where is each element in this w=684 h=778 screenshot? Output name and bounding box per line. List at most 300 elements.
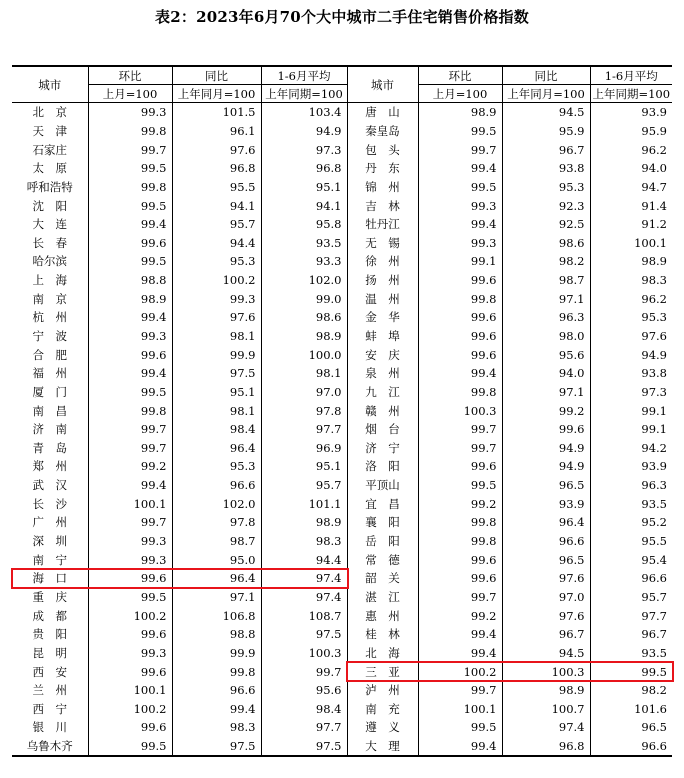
- right-yoy-value: 96.3: [502, 308, 590, 327]
- left-avg-value: 97.3: [261, 140, 347, 159]
- left-city-name: 重 庆: [32, 589, 67, 604]
- table-row: [12, 345, 672, 364]
- right-avg-value: 99.1: [590, 420, 672, 439]
- left-yoy-value: 94.4: [172, 233, 261, 252]
- left-city-name: 长 春: [32, 235, 67, 250]
- left-city-name: 昆 明: [32, 645, 67, 660]
- left-city-name: 海 口: [32, 571, 67, 586]
- left-city-name: 贵 阳: [32, 627, 67, 642]
- right-city-name: 湛 江: [347, 588, 418, 607]
- right-yoy-value: 100.3: [502, 662, 590, 681]
- right-yoy-value: 96.6: [502, 532, 590, 551]
- right-mom-value: 99.4: [418, 644, 502, 663]
- left-mom-value: 99.3: [88, 644, 172, 663]
- subheader-avg-left: 上年同期=100: [261, 85, 347, 103]
- subheader-avg-right: 上年同期=100: [590, 85, 672, 103]
- left-mom-value: 99.5: [88, 588, 172, 607]
- left-city-name: 北 京: [32, 105, 67, 120]
- table-row: [12, 625, 672, 644]
- left-yoy-value: 97.5: [172, 364, 261, 383]
- right-city-name: 宜 昌: [347, 494, 418, 513]
- right-yoy-value: 96.7: [502, 625, 590, 644]
- right-yoy-value: 94.0: [502, 364, 590, 383]
- left-mom-value: 99.3: [88, 550, 172, 569]
- left-mom-value: 99.7: [88, 513, 172, 532]
- table-row: [12, 383, 672, 402]
- right-city-name: 岳 阳: [347, 532, 418, 551]
- right-city-name: 桂 林: [347, 625, 418, 644]
- right-city-name: 遵 义: [347, 718, 418, 737]
- right-avg-value: 93.9: [590, 457, 672, 476]
- right-mom-value: 99.5: [418, 718, 502, 737]
- right-mom-value: 100.1: [418, 700, 502, 719]
- right-yoy-value: 97.6: [502, 569, 590, 588]
- right-city-name: 常 德: [347, 550, 418, 569]
- left-city-name: 厦 门: [32, 384, 67, 399]
- right-mom-value: 100.3: [418, 401, 502, 420]
- right-avg-value: 95.3: [590, 308, 672, 327]
- left-mom-value: 99.5: [88, 159, 172, 178]
- table-row: [12, 439, 672, 458]
- left-mom-value: 99.7: [88, 140, 172, 159]
- table-row: [12, 178, 672, 197]
- right-city-name: 包 头: [347, 140, 418, 159]
- right-mom-value: 99.8: [418, 513, 502, 532]
- right-city-name: 唐 山: [347, 103, 418, 122]
- right-city-name: 秦皇岛: [347, 122, 418, 141]
- left-avg-value: 95.8: [261, 215, 347, 234]
- right-avg-value: 97.3: [590, 383, 672, 402]
- subheader-mom-left: 上月=100: [88, 85, 172, 103]
- header-yoy-right: 同比: [502, 66, 590, 85]
- right-mom-value: 99.2: [418, 606, 502, 625]
- left-mom-value: 100.1: [88, 681, 172, 700]
- left-city-name: 济 南: [32, 422, 67, 437]
- left-city-name: 呼和浩特: [26, 179, 73, 194]
- left-city-name: 杭 州: [32, 310, 67, 325]
- table-row: [12, 718, 672, 737]
- right-yoy-value: 97.1: [502, 383, 590, 402]
- right-city-name: 无 锡: [347, 233, 418, 252]
- left-mom-value: 99.4: [88, 215, 172, 234]
- right-yoy-value: 94.5: [502, 644, 590, 663]
- right-city-name: 洛 阳: [347, 457, 418, 476]
- price-index-table: [12, 65, 672, 757]
- left-avg-value: 97.5: [261, 737, 347, 757]
- right-mom-value: 99.6: [418, 271, 502, 290]
- left-city-name: 郑 州: [32, 459, 67, 474]
- right-yoy-value: 96.7: [502, 140, 590, 159]
- right-mom-value: 99.6: [418, 550, 502, 569]
- right-city-name: 赣 州: [347, 401, 418, 420]
- right-avg-value: 93.9: [590, 103, 672, 122]
- left-avg-value: 98.9: [261, 513, 347, 532]
- right-mom-value: 99.3: [418, 196, 502, 215]
- left-yoy-value: 95.1: [172, 383, 261, 402]
- left-city-name: 广 州: [32, 515, 67, 530]
- right-city-name: 韶 关: [347, 569, 418, 588]
- right-city-name: 蚌 埠: [347, 327, 418, 346]
- right-avg-value: 95.5: [590, 532, 672, 551]
- right-avg-value: 96.2: [590, 289, 672, 308]
- left-mom-value: 99.3: [88, 327, 172, 346]
- right-yoy-value: 97.1: [502, 289, 590, 308]
- right-yoy-value: 94.5: [502, 103, 590, 122]
- right-yoy-value: 96.8: [502, 737, 590, 757]
- left-yoy-value: 95.0: [172, 550, 261, 569]
- right-mom-value: 99.2: [418, 494, 502, 513]
- right-mom-value: 99.4: [418, 215, 502, 234]
- right-avg-value: 95.2: [590, 513, 672, 532]
- left-city-name: 天 津: [32, 123, 67, 138]
- left-avg-value: 97.4: [261, 588, 347, 607]
- right-avg-value: 95.4: [590, 550, 672, 569]
- right-avg-value: 93.5: [590, 494, 672, 513]
- left-avg-value: 99.7: [261, 662, 347, 681]
- left-yoy-value: 94.1: [172, 196, 261, 215]
- right-mom-value: 99.7: [418, 140, 502, 159]
- left-mom-value: 99.8: [88, 401, 172, 420]
- right-city-name: 温 州: [347, 289, 418, 308]
- right-yoy-value: 95.6: [502, 345, 590, 364]
- right-yoy-value: 97.6: [502, 606, 590, 625]
- left-yoy-value: 95.5: [172, 178, 261, 197]
- right-city-name: 北 海: [347, 644, 418, 663]
- left-city-name: 武 汉: [32, 478, 67, 493]
- table-row: [12, 700, 672, 719]
- left-yoy-value: 96.8: [172, 159, 261, 178]
- left-yoy-value: 95.3: [172, 252, 261, 271]
- table-row: [12, 215, 672, 234]
- left-avg-value: 93.3: [261, 252, 347, 271]
- right-yoy-value: 97.0: [502, 588, 590, 607]
- right-city-name: 金 华: [347, 308, 418, 327]
- table-row: [12, 513, 672, 532]
- left-city-name: 南 宁: [32, 552, 67, 567]
- right-avg-value: 98.2: [590, 681, 672, 700]
- left-avg-value: 98.3: [261, 532, 347, 551]
- left-mom-value: 99.5: [88, 383, 172, 402]
- right-mom-value: 99.7: [418, 588, 502, 607]
- left-yoy-value: 101.5: [172, 103, 261, 122]
- right-city-name: 泉 州: [347, 364, 418, 383]
- left-mom-value: 99.7: [88, 420, 172, 439]
- right-yoy-value: 94.9: [502, 457, 590, 476]
- left-avg-value: 94.4: [261, 550, 347, 569]
- left-yoy-value: 95.3: [172, 457, 261, 476]
- right-yoy-value: 95.9: [502, 122, 590, 141]
- right-mom-value: 99.4: [418, 625, 502, 644]
- right-city-name: 安 庆: [347, 345, 418, 364]
- left-avg-value: 108.7: [261, 606, 347, 625]
- left-mom-value: 99.8: [88, 178, 172, 197]
- left-city-name: 长 沙: [32, 496, 67, 511]
- right-avg-value: 99.1: [590, 401, 672, 420]
- left-mom-value: 99.6: [88, 569, 172, 588]
- right-yoy-value: 100.7: [502, 700, 590, 719]
- right-yoy-value: 92.5: [502, 215, 590, 234]
- right-mom-value: 99.7: [418, 681, 502, 700]
- left-avg-value: 95.7: [261, 476, 347, 495]
- header-avg-right: 1-6月平均: [590, 66, 672, 85]
- left-mom-value: 99.6: [88, 625, 172, 644]
- right-yoy-value: 94.9: [502, 439, 590, 458]
- left-mom-value: 99.4: [88, 476, 172, 495]
- left-yoy-value: 98.3: [172, 718, 261, 737]
- left-mom-value: 100.1: [88, 494, 172, 513]
- table-row: [12, 420, 672, 439]
- table-row: [12, 159, 672, 178]
- table-row: [12, 401, 672, 420]
- header-city-right: 城市: [347, 66, 418, 103]
- table-row: [12, 327, 672, 346]
- right-avg-value: 95.9: [590, 122, 672, 141]
- left-mom-value: 99.3: [88, 532, 172, 551]
- left-mom-value: 99.6: [88, 233, 172, 252]
- left-avg-value: 97.8: [261, 401, 347, 420]
- header-city-left: 城市: [12, 66, 88, 103]
- left-mom-value: 99.5: [88, 252, 172, 271]
- right-city-name: 平顶山: [347, 476, 418, 495]
- left-mom-value: 99.2: [88, 457, 172, 476]
- right-avg-value: 97.7: [590, 606, 672, 625]
- right-city-name: 徐 州: [347, 252, 418, 271]
- left-yoy-value: 96.4: [172, 439, 261, 458]
- right-mom-value: 99.6: [418, 345, 502, 364]
- left-city-name: 银 川: [32, 720, 67, 735]
- right-city-name: 牡丹江: [347, 215, 418, 234]
- right-avg-value: 98.9: [590, 252, 672, 271]
- header-mom-right: 环比: [418, 66, 502, 85]
- left-yoy-value: 99.4: [172, 700, 261, 719]
- left-city-name: 石家庄: [32, 142, 67, 157]
- left-avg-value: 96.9: [261, 439, 347, 458]
- left-yoy-value: 96.4: [172, 569, 261, 588]
- table-row: [12, 103, 672, 122]
- left-yoy-value: 97.5: [172, 737, 261, 757]
- right-mom-value: 99.5: [418, 178, 502, 197]
- left-avg-value: 97.7: [261, 420, 347, 439]
- right-city-name: 南 充: [347, 700, 418, 719]
- left-avg-value: 97.5: [261, 625, 347, 644]
- left-city-name: 南 京: [32, 291, 67, 306]
- left-avg-value: 97.7: [261, 718, 347, 737]
- left-city-name: 成 都: [32, 608, 67, 623]
- left-city-name: 乌鲁木齐: [12, 737, 88, 757]
- right-city-name: 九 江: [347, 383, 418, 402]
- right-city-name: 吉 林: [347, 196, 418, 215]
- left-city-name: 西 安: [32, 664, 67, 679]
- right-yoy-value: 96.5: [502, 476, 590, 495]
- left-avg-value: 98.9: [261, 327, 347, 346]
- right-city-name: 三 亚: [347, 662, 418, 681]
- right-avg-value: 99.5: [590, 662, 672, 681]
- right-city-name: 济 宁: [347, 439, 418, 458]
- right-yoy-value: 99.2: [502, 401, 590, 420]
- right-mom-value: 99.8: [418, 289, 502, 308]
- left-mom-value: 100.2: [88, 700, 172, 719]
- left-mom-value: 98.8: [88, 271, 172, 290]
- left-city-name: 哈尔滨: [32, 254, 67, 269]
- left-yoy-value: 97.6: [172, 140, 261, 159]
- left-mom-value: 99.5: [88, 737, 172, 757]
- left-avg-value: 94.9: [261, 122, 347, 141]
- right-city-name: 泸 州: [347, 681, 418, 700]
- left-city-name: 合 肥: [32, 347, 67, 362]
- left-yoy-value: 98.7: [172, 532, 261, 551]
- left-avg-value: 98.6: [261, 308, 347, 327]
- left-avg-value: 102.0: [261, 271, 347, 290]
- left-avg-value: 95.1: [261, 178, 347, 197]
- table-row: [12, 289, 672, 308]
- left-city-name: 太 原: [32, 161, 67, 176]
- left-city-name: 深 圳: [32, 534, 67, 549]
- right-mom-value: 99.4: [418, 364, 502, 383]
- left-avg-value: 103.4: [261, 103, 347, 122]
- right-yoy-value: 98.7: [502, 271, 590, 290]
- right-avg-value: 96.7: [590, 625, 672, 644]
- right-mom-value: 98.9: [418, 103, 502, 122]
- left-yoy-value: 99.9: [172, 644, 261, 663]
- left-mom-value: 99.8: [88, 122, 172, 141]
- table-row: [12, 364, 672, 383]
- left-mom-value: 99.6: [88, 718, 172, 737]
- left-mom-value: 98.9: [88, 289, 172, 308]
- left-city-name: 上 海: [32, 273, 67, 288]
- right-yoy-value: 92.3: [502, 196, 590, 215]
- right-avg-value: 93.8: [590, 364, 672, 383]
- right-mom-value: 99.6: [418, 327, 502, 346]
- left-yoy-value: 97.1: [172, 588, 261, 607]
- right-avg-value: 98.3: [590, 271, 672, 290]
- table-row: [12, 737, 672, 757]
- left-yoy-value: 100.2: [172, 271, 261, 290]
- subheader-yoy-left: 上年同月=100: [172, 85, 261, 103]
- table-row: [12, 122, 672, 141]
- left-yoy-value: 99.3: [172, 289, 261, 308]
- left-avg-value: 96.8: [261, 159, 347, 178]
- right-avg-value: 94.7: [590, 178, 672, 197]
- right-city-name: 惠 州: [347, 606, 418, 625]
- left-yoy-value: 98.4: [172, 420, 261, 439]
- left-yoy-value: 102.0: [172, 494, 261, 513]
- table-row: [12, 588, 672, 607]
- left-avg-value: 94.1: [261, 196, 347, 215]
- left-yoy-value: 97.6: [172, 308, 261, 327]
- right-avg-value: 96.5: [590, 718, 672, 737]
- right-mom-value: 99.8: [418, 383, 502, 402]
- header-avg-left: 1-6月平均: [261, 66, 347, 85]
- left-yoy-value: 106.8: [172, 606, 261, 625]
- table-row: [12, 550, 672, 569]
- left-mom-value: 99.6: [88, 662, 172, 681]
- right-city-name: 锦 州: [347, 178, 418, 197]
- left-city-name: 青 岛: [32, 440, 67, 455]
- right-city-name: 扬 州: [347, 271, 418, 290]
- left-avg-value: 97.4: [261, 569, 347, 588]
- left-avg-value: 95.6: [261, 681, 347, 700]
- right-city-name: 烟 台: [347, 420, 418, 439]
- right-mom-value: 99.3: [418, 233, 502, 252]
- right-avg-value: 97.6: [590, 327, 672, 346]
- right-city-name: 丹 东: [347, 159, 418, 178]
- left-city-name: 福 州: [32, 366, 67, 381]
- right-avg-value: 94.9: [590, 345, 672, 364]
- right-yoy-value: 99.6: [502, 420, 590, 439]
- right-mom-value: 99.6: [418, 569, 502, 588]
- right-city-name: 大 理: [347, 737, 418, 757]
- right-yoy-value: 98.9: [502, 681, 590, 700]
- left-mom-value: 99.5: [88, 196, 172, 215]
- left-avg-value: 100.0: [261, 345, 347, 364]
- right-mom-value: 99.1: [418, 252, 502, 271]
- right-mom-value: 99.6: [418, 308, 502, 327]
- left-city-name: 大 连: [32, 217, 67, 232]
- left-city-name: 宁 波: [32, 329, 67, 343]
- table-row: [12, 252, 672, 271]
- table-row: [12, 681, 672, 700]
- left-avg-value: 101.1: [261, 494, 347, 513]
- left-mom-value: 100.2: [88, 606, 172, 625]
- table-row: [12, 457, 672, 476]
- table-row: [12, 532, 672, 551]
- left-avg-value: 97.0: [261, 383, 347, 402]
- right-yoy-value: 98.2: [502, 252, 590, 271]
- right-mom-value: 99.4: [418, 737, 502, 757]
- right-yoy-value: 98.6: [502, 233, 590, 252]
- left-city-name: 西 宁: [32, 701, 67, 716]
- right-avg-value: 91.4: [590, 196, 672, 215]
- right-avg-value: 96.2: [590, 140, 672, 159]
- left-yoy-value: 97.8: [172, 513, 261, 532]
- right-avg-value: 96.6: [590, 737, 672, 757]
- table-row: [12, 140, 672, 159]
- table-row: [12, 569, 672, 588]
- table-row: [12, 476, 672, 495]
- right-avg-value: 100.1: [590, 233, 672, 252]
- right-mom-value: 99.5: [418, 476, 502, 495]
- table-row: [12, 271, 672, 290]
- right-yoy-value: 95.3: [502, 178, 590, 197]
- left-avg-value: 100.3: [261, 644, 347, 663]
- subheader-yoy-right: 上年同月=100: [502, 85, 590, 103]
- right-avg-value: 94.2: [590, 439, 672, 458]
- right-avg-value: 95.7: [590, 588, 672, 607]
- right-yoy-value: 93.9: [502, 494, 590, 513]
- left-yoy-value: 99.8: [172, 662, 261, 681]
- right-mom-value: 100.2: [418, 662, 502, 681]
- right-mom-value: 99.7: [418, 420, 502, 439]
- table-row: [12, 662, 672, 681]
- left-mom-value: 99.7: [88, 439, 172, 458]
- left-yoy-value: 99.9: [172, 345, 261, 364]
- right-yoy-value: 97.4: [502, 718, 590, 737]
- right-mom-value: 99.8: [418, 532, 502, 551]
- table-row: [12, 644, 672, 663]
- right-yoy-value: 96.4: [502, 513, 590, 532]
- header-yoy-left: 同比: [172, 66, 261, 85]
- left-avg-value: 99.0: [261, 289, 347, 308]
- left-yoy-value: 96.1: [172, 122, 261, 141]
- left-avg-value: 93.5: [261, 233, 347, 252]
- left-yoy-value: 96.6: [172, 681, 261, 700]
- right-yoy-value: 98.0: [502, 327, 590, 346]
- table-title: 表2：2023年6月70个大中城市二手住宅销售价格指数: [155, 8, 529, 26]
- left-city-name: 兰 州: [32, 683, 67, 698]
- left-mom-value: 99.4: [88, 364, 172, 383]
- left-mom-value: 99.3: [88, 103, 172, 122]
- left-yoy-value: 96.6: [172, 476, 261, 495]
